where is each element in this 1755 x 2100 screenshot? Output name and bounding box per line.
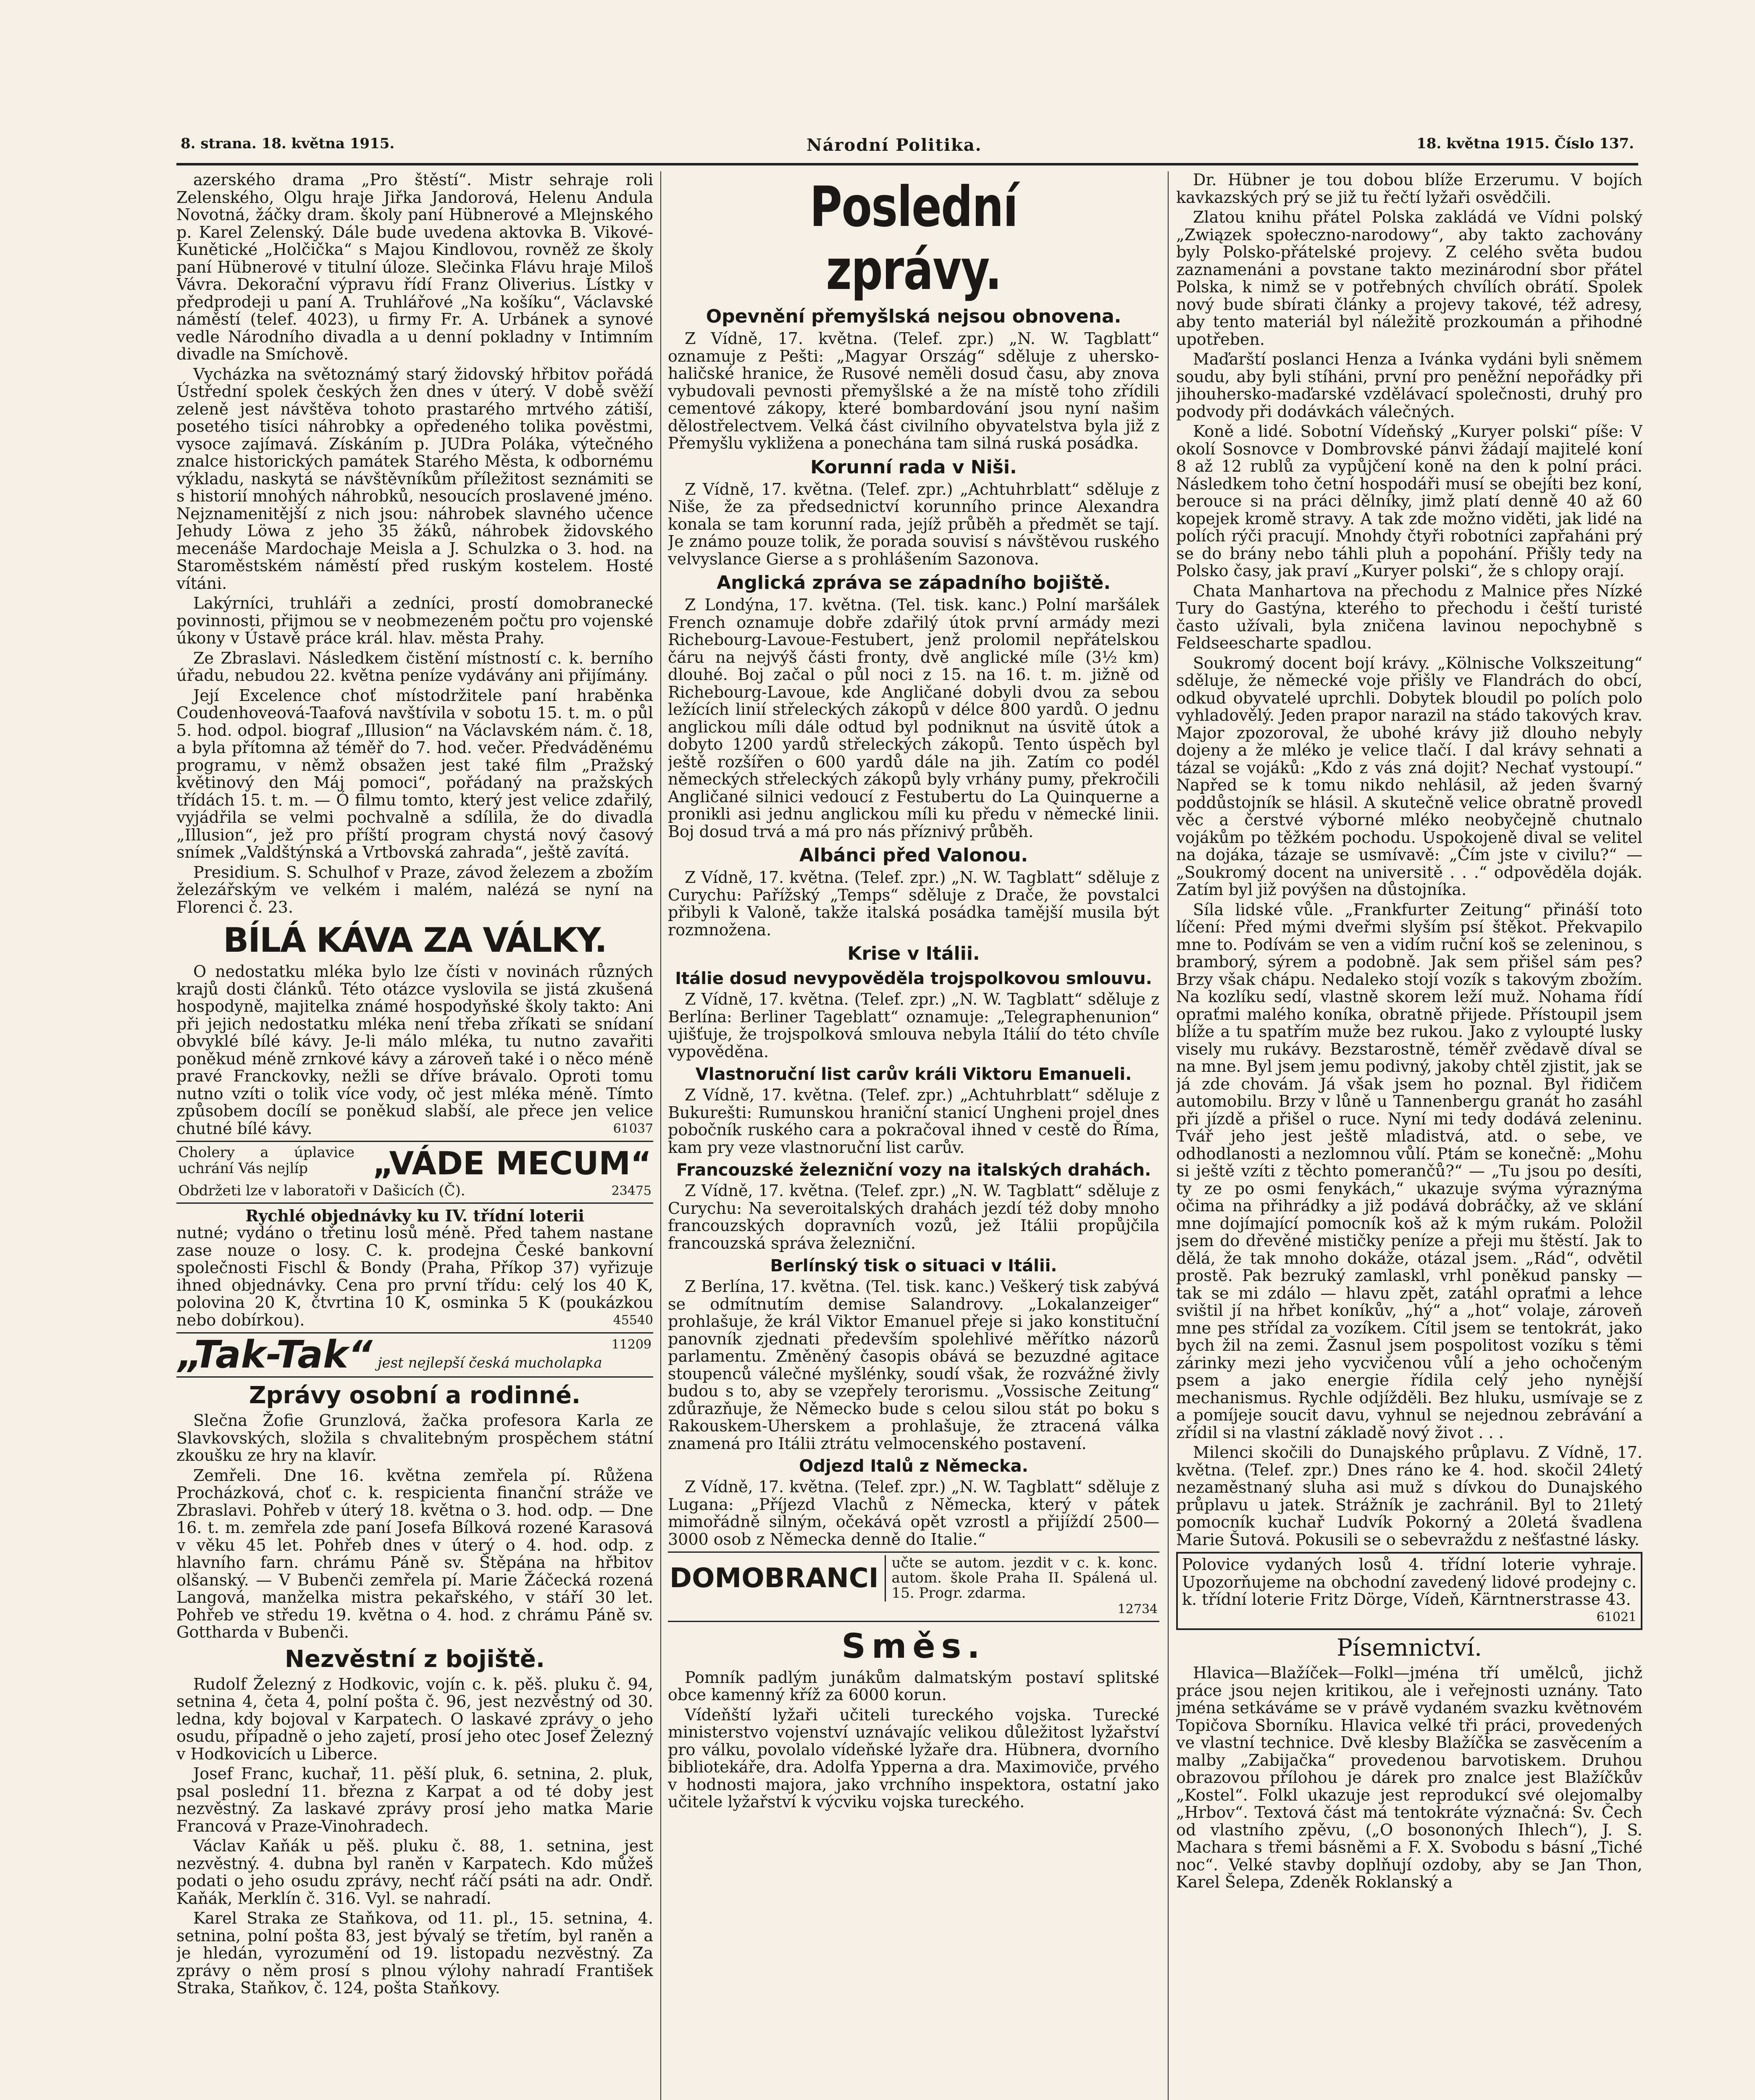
section-headline: Nezvěstní z bojiště.: [285, 1645, 545, 1673]
article-paragraph: Soukromý docent bojí krávy. „Kölnische Volkszeitung“ sděluje, že německé voje přišly ve Flandrách do obcí, odkud obyvatelé uprchli. Dobytek bloudil po polích polo vyhladovělý. Jeden prapor narazil na stádo takových krav. Major zpozoroval, že ubohé krávy již dlouho nebyly dojeny a že mléko je velice tlačí. I dal krávy sehnati a tázal se vojáků: „Kdo z vás zná dojit? Nechať vystoupí.“ Napřed se k tomu nikdo nehlásil, až jeden švarný poddůstojník se hlásil. A skutečně velice obratně provedl věc a čerstvé výborné mléko neobyčejně chutnalo vojákům po těžkém pochodu. Uspokojeně dival se velitel na dojáka, tázaje se usmívavě: „Čím jste v civilu?“ — „Soukromý docent na universitě . . .“ odpověděla doják. Zatím byl již povýšen na důstojníka.: [1176, 654, 1642, 899]
article-paragraph: Chata Manhartova na přechodu z Malnice přes Nízké Tury do Gastýna, kterého to přechodu i čeští turisté často užívali, byla zničena lavinou nepochybně s Feldseescharte spadlou.: [1176, 581, 1642, 652]
article-headline: Berlínský tisk o situaci v Itálii.: [770, 1256, 1057, 1276]
article-paragraph: Hlavica—Blažíček—Folkl—jména tří umělců, jichž práce jsou nejen kritikou, ale i veřejnosti uznány. Tato jména setkáváme se v právě vydaném svazku květnovém Topičova Sborníku. Hlavica velké tři práci, provedených ve vlastní technice. Dvě klesby Blažíčka se zasvěcením a malby „Zabijačka“ provedenou barvotiskem. Druhou obrazovou přílohou je dárek pro znalce jest Blažíčkův „Kostel“. Folkl ukazuje jest reprodukcí své olejomalby „Hrbov“. Textová část má tentokráte význačná: Sv. Čech od vlastního zpěvu, („O bosononých Ihlech“), J. S. Machara s třemi básněmi a F. X. Svobodu s básní „Tiché noc“. Velké stavby doplňují ozdoby, aby se Jan Thon, Karel Šelepa, Zdeněk Roklanský a: [1176, 1664, 1642, 1891]
vademecum-ad: [176, 1141, 653, 1204]
ad-footnote: [178, 1182, 652, 1200]
ad-number: 61021: [1596, 1609, 1637, 1625]
ad-footnote-text: Obdržeti lze v laboratoři v Dašicích (Č).: [178, 1182, 465, 1199]
issue-number: 18. května 1915. Číslo 137.: [1416, 135, 1634, 152]
article-paragraph: Rudolf Železný z Hodkovic, vojín c. k. pěš. pluku č. 94, setnina 4, četa 4, polní pošta č. 96, jest nezvěstný od 30. ledna, kdy bojoval v Karpatech. O laskavé zprávy o jeho osudu, případně o jeho zajetí, prosí jeho otec Josef Železný v Hodkovicích u Liberce.: [176, 1675, 653, 1763]
column-divider: [660, 171, 661, 2100]
ad-number: 12734: [1117, 1602, 1158, 1617]
article-paragraph: Dr. Hübner je tou dobou blíže Erzerumu. V bojích kavkazských prý se již tu řečtí lyžaři osvědčili.: [1176, 171, 1642, 207]
article-paragraph: Z Vídně, 17. května. (Telef. zpr.) „N. W. Tagblatt“ oznamuje z Pešti: „Magyar Ország“ sděluje z uhersko-haličské hranice, že Rusové neměli dosud času, aby znova vybudovali pevnosti přemyšlské a že na místě toho zřídili cementové zákopy, které bombardování jsou nyní našim dělostřelectvem. Velká část civilního obyvatelstva byla již z Přemyšlu vykližena a ponechána tam silná ruská posádka.: [668, 329, 1159, 452]
article-paragraph: Z Vídně, 17. května. (Telef. zpr.) „N. W. Tagblatt“ sděluje z Lugana: „Příjezd Vlachů z Německa, který v pátek mimořádně silným, očekává opět vzrostl a přijíždí 2500—3000 osob z Německa denně do Italie.“: [668, 1478, 1159, 1549]
article-paragraph: Maďarští poslanci Henza a Ivánka vydáni byli sněmem soudu, aby byli stíháni, první pro peněžní nepořádky při jihouhersko-maďarské vzdělávací společnosti, druhý pro podvody při dodávkách válečných.: [1176, 350, 1642, 421]
ad-text: jest nejlepší česká mucholapka: [377, 1354, 602, 1371]
ad-text: Cholery a úplavice uchrání Vás nejlíp: [178, 1144, 355, 1177]
ad-text: [176, 1224, 653, 1329]
article-paragraph: Pomník padlým junákům dalmatským postaví splitské obce kamenný kříž za 6000 korun.: [668, 1668, 1159, 1704]
article-subheadline: Itálie dosud nevypověděla trojspolkovou smlouvu.: [675, 969, 1152, 988]
column-right: [1176, 171, 1642, 2100]
article-headline: Korunní rada v Niši.: [810, 456, 1017, 478]
section-headline: Písemnictví.: [1337, 1634, 1482, 1662]
article-paragraph: Milenci skočili do Dunajského průplavu. Z Vídně, 17. května. (Telef. zpr.) Dnes ráno ke 4. hod. skočil 24letý nezaměstnaný sluha asi muž s dívkou do Dunajského průplavu u jatek. Strážník je zachránil. Byl to 21letý pomocník kuchař Ludvík Pokorný a 20letá švadlena Marie Šutová. Pokusili se o sebevraždu z nešťastné lásky.: [1176, 1443, 1642, 1549]
article-paragraph: Vycházka na světoznámý starý židovský hřbitov pořádá Ústřední spolek českých žen dnes v úterý. V době svěží zeleně jest návštěva tohoto prastarého mrtvého zátiší, posetého tisíci náhrobky a opředeného tolika pověstmi, vysoce zajímavá. Získáním p. JUDra Poláka, výtečného znalce historických památek Starého Města, k odbornému výkladu, naskytá se návštěvníkům příležitost seznámiti se s historií mnohých náhrobků, nesoucích proslavené jméno. Nejznamenitější z nich jsou: náhrobek slavného učence Jehudy Löwa z jeho 35 žáků, náhrobek židovského mecenáše Mardochaje Meisla a J. Schulzka o 3. hod. na Staroměstském náměstí před ruským kostelem. Hosté vítáni.: [176, 365, 653, 593]
taktak-ad: [176, 1332, 653, 1378]
article-paragraph: Z Berlína, 17. května. (Tel. tisk. kanc.) Veškerý tisk zabývá se odmítnutím demise Salandrovy. „Lokalanzeiger“ prohlašuje, že král Viktor Emanuel přeje si jako konstituční panovník zjednati především spolehlivé měřítko názorů parlamentu. Změněný časopis obává se bezuzdné agitace stoupenců válečné myšlénky, soudí však, že rozvážné živly budou s to, aby se vzepřely terorismu. „Vossische Zeitung“ zdůrazňuje, že Německo bude s celou silou stát po boku s Rakouskem-Uherskem a prohlašuje, že ztracená válka znamená pro Itálii ztrátu velmocenského postavení.: [668, 1277, 1159, 1453]
ad-number: 11209: [611, 1337, 652, 1352]
masthead: [176, 134, 1638, 165]
article-paragraph: Její Excelence choť místodržitele paní hraběnka Coudenhoveová-Taafová navštívila v sobotu 15. t. m. o půl 5. hod. odpol. biograf „Illusion“ na Václavském nám. č. 18, a byla přítomna až téměř do 7. hod. večer. Předváděnému programu, v němž obsažen jest také film „Pražský květinový den Máj pomoci“, pořádaný na pražských třídách 15. t. m. — Ó filmu tomto, který jest velice zdařilý, vyjádřila se velmi pochvalně a sdílila, že do divadla „Illusion“, jež pro příští program chystá nový časový snímek „Valdštýnská a Vrtbovská zahrada“, ještě zavítá.: [176, 686, 653, 861]
article-paragraph: Z Vídně, 17. května. (Telef. zpr.) „Achtuhrblatt“ sděluje z Bukurešti: Rumunskou hraniční stanicí Ungheni projel dnes pobočník ruského cara a pokračoval ihned v cestě do Říma, kam pry veze vlastnoruční list carův.: [668, 1086, 1159, 1157]
article-paragraph: Koně a lidé. Sobotní Vídeňský „Kuryer polski“ píše: V okolí Sosnovce v Dombrovské pánvi žádají majitelé koní 8 až 12 rublů za vypůjčení koně na den k polní práci. Následkem toho četní hospodáři musí se obejíti bez koní, berouce si na práci dělníky, jimž platí denně 40 až 60 kopejek kromě stravy. A tak zde možno viděti, jak lidé na polích rýči pracují. Mnohdy čtyři robotníci zapřaháni prý se do brány nebo táhli pluh a popohání. Přišly tedy na Polsko časy, jak praví „Kuryer polski“, že s chlopy orají.: [1176, 422, 1642, 580]
newspaper-title: Národní Politika.: [807, 135, 982, 155]
column-middle: [668, 171, 1159, 2100]
ad-headline: BÍLÁ KÁVA ZA VÁLKY.: [223, 921, 607, 960]
ad-brand: „VÁDE MECUM“: [372, 1144, 652, 1182]
article-paragraph: Lakýrníci, truhláři a zedníci, prostí domobranecké povinnosti, přijmou se v neobmezeném počtu pro vojenské úkony v Ústavě práce král. hlav. města Prahy.: [176, 594, 653, 647]
ad-body: O nedostatku mléka bylo lze čísti v novinách různých krajů dosti článků. Této otázce vyslovila se jistá zkušená hospodyně, majitelka známé hospodyňské školy takto: Ani při jejich nedostatku mléka není třeba zříkati se snídaní obvyklé bílé kávy. Je-li málo mléka, tu nutno zavařiti poněkud méně zrnkové kávy a zároveň také i o něco méně pravé Franckovky, nežli se dříve brávalo. Oproti tomu nutno vzíti o tolik více vody, oč jest mléka méně. Tímto způsobem docílí se poněkud slabší, ale přece jen velice chutné bílé kávy.: [176, 962, 653, 1138]
article-paragraph: Z Vídně, 17. května. (Telef. zpr.) „N. W. Tagblatt“ sděluje z Berlína: Berliner Tageblatt“ oznamuje: „Telegraphenunion“ ujišťuje, že trojspolková smlouva nebyla Itálií do této chvíle vypověděna.: [668, 990, 1159, 1061]
lottery-ad: [176, 1207, 653, 1329]
ad-brand: „Tak-Tak“: [178, 1333, 373, 1377]
page-date: 8. strana. 18. května 1915.: [181, 135, 395, 152]
section-headline: Zprávy osobní a rodinné.: [249, 1382, 581, 1409]
article-headline: Krise v Itálii.: [847, 943, 980, 964]
article-paragraph: Z Londýna, 17. května. (Tel. tisk. kanc.) Polní maršálek French oznamuje dobře zdařilý útok první armády mezi Richebourg-Lavoue-Festubert, jenž prolomil nepřátelskou čáru na nejvýš části fronty, dvě anglické míle (3½ km) dlouhé. Boj začal o půl noci z 15. na 16. t. m. jižně od Richebourg-Lavoue, kde Angličané dobyli dvou za sebou ležících linií střeleckých zákopů v délce 800 yardů. O jednu anglickou míli dále odtud byl podniknut na úsvitě útok a dobyto 1200 yardů střeleckých zákopů. Tento úspěch byl ještě rozšířen o 600 yardů dále na jih. Zatím co podél německých střeleckých zákopů byly vrhány pumy, překročili Angličané silnici vedoucí z Festubertu do La Quinquerne a pronikli asi jednu anglickou míli ku předu v německé linii. Boj dosud trvá a má pro nás příznivý průběh.: [668, 596, 1159, 841]
domobranci-ad: [668, 1551, 1159, 1622]
article-paragraph: Z Vídně, 17. května. (Telef. zpr.) „N. W. Tagblatt“ sděluje z Curychu: Pařížský „Temps“ sděluje z Drače, že povstalci přibyli k Valoně, takže italská posádka tamější musila být rozmnožena.: [668, 868, 1159, 939]
lottery-notice: [1176, 1552, 1642, 1630]
article-headline: Francouzské železniční vozy na italských drahách.: [676, 1160, 1151, 1180]
article-headline: Opevnění přemyšlská nejsou obnovena.: [706, 306, 1122, 327]
article-paragraph: Zlatou knihu přátel Polska zakládá ve Vídni polský „Związek społeczno-narodowy“, aby takto zachovány byly Polsko-přátelské projevy. Z celého světa budou zaznamenáni a povstane takto mezinárodní sbor přátel Polska, k nimž se v potřebných chvílích obrátí. Spolek nový bude sbírati články a projevy takové, též adresy, aby tento materiál byl náležitě prozkoumán a přihodné upotřeben.: [1176, 208, 1642, 349]
article-paragraph: Josef Franc, kuchař, 11. pěší pluk, 6. setnina, 2. pluk, psal poslední 11. března z Karpat a od té doby jest nezvěstný. Za laskavé zprávy prosí jeho matka Marie Francová v Praze-Vinohradech.: [176, 1764, 653, 1835]
section-headline: Směs.: [841, 1626, 986, 1666]
article-paragraph: Presidium. S. Schulhof v Praze, závod železem a zbožím železářským ve velkém i malém, nalézá se nyní na Florenci č. 23.: [176, 863, 653, 916]
article-paragraph: Vídeňští lyžaři učiteli tureckého vojska. Turecké ministerstvo vojenství uznávajíc velikou důležitost lyžařství pro válku, povolalo vídeňské lyžaře dra. Hübnera, dvorního bibliotekáře, dra. Adolfa Ypperna a dra. Maximoviče, prvého v hodnosti majora, jako vrchního inspektora, ostatní jako učitele lyžařství k výcviku vojska tureckého.: [668, 1705, 1159, 1811]
article-headline: Anglická zpráva se západního bojiště.: [717, 572, 1111, 593]
ad-title: Rychlé objednávky ku IV. třídní loterii: [245, 1206, 584, 1225]
article-headline: Albánci před Valonou.: [799, 845, 1028, 866]
ad-body: nutné; vydáno o třetinu losů méně. Před tahem nastane zase nouze o losy. C. k. prodejna České bankovní společnosti Fischl & Bondy (Praha, Příkop 37) vyřizuje ihned objednávky. Cena pro první třídu: celý los 40 K, polovina 20 K, čtvrtina 10 K, osminka 5 K (poukázkou nebo dobírkou).: [176, 1223, 653, 1329]
article-paragraph: Z Vídně, 17. května. (Telef. zpr.) „Achtuhrblatt“ sděluje z Niše, že za předsednictví korunního prince Alexandra konala se tam korunní rada, jejíž průběh a předmět se tají. Je známo pouze tolik, že porada souvisí s návštěvou ruského velvyslance Gierse a s prohlášením Sazonova.: [668, 480, 1159, 568]
article-paragraph: Síla lidské vůle. „Frankfurter Zeitung“ přináší toto líčení: Před mými dveřmi slyším psí štěkot. Překvapilo mne to. Podívám se ven a vidím ruční koš se zeleninou, s bramborý, sýrem a podobně. Jak sem přišel sám pes? Brzy však chápu. Nedaleko stojí vozík s takovým zbožím. Na kozlíku sedí, vlastně skorem leží muž. Nohama řídí opraťmi malého koníka, obratně přijede. Přístoupil jsem blíže a tu spatřím muže bez rukou. Jako z vyloupté lusky visely mu rukávy. Bezstarostně, téměř zvědavě díval se na mne. Byl jsem jemu podivný, jakoby chtěl zjistit, jak se já zde chovám. Já však jsem ho poznal. Byl řidičem automobilu. Brzy v lůně u Tannenbergu granát ho zasáhl při jízdě a přišel o ruce. Nyní mi tedy dodává zeleninu. Tvář jeho jest ještě mladistvá, atd. o sebe, ve odhodlanosti a nezlomnou vůlí. Ptám se konečně: „Mohu si ještě vzíti z těchto pomerančů?“ — „Tu jsou po desíti, ty ze po osmi fenykách,“ ukazuje svýma výraznýma očima na přihrádky a již podává dobráčky, až ve sklání mne dojímající pomocník koš až k mým rukám. Položil jsem do dřevěné mističky peníze a přeji mu štěstí. Jak to dělá, že tak mnoho dokáže, otázal jsem. „Rád“, odvětil prostě. Pak bezruký zamlaskl, vrhl poněkud pansky — tak se mi zdálo — hlavu zpět, zatáhl opraťmi a lehce svištil jí na hřbet koníkův, „hý“ a „hot“ volaje, zároveň mne pes střídal za vozíkem. Cítil jsem se tentokrát, jako bych žil na zemi. Žasnul jsem pospolitost vozíku s těmi zárinky mezi jeho vycvičenou vůlí a jeho ochočeným psem a jako energie řídila celý jeho nynější mechanismus. Rychle odjížděli. Bez hluku, usmívaje se z a pomíjeje soucit davu, vyhnul se nejednou zebrávání a zřídil si na vlastní základě nový život . . .: [1176, 900, 1642, 1442]
article-paragraph: Václav Kaňák u pěš. pluku č. 88, 1. setnina, jest nezvěstný. 4. dubna byl raněn v Karpatech. Kdo můžeš podati o jeho osudu zprávy, nechť ráčí psáti na adr. Ondř. Kaňák, Merklín č. 316. Vyl. se nahradí.: [176, 1837, 653, 1908]
ad-number: 45540: [613, 1312, 653, 1328]
article-paragraph: Karel Straka ze Staňkova, od 11. pl., 15. setnina, 4. setnina, polní pošta 83, jest bývalý se třetím, byl raněn a je hledán, vyrozumění od 19. listopadu nezvěstný. Za zprávy o něm prosí s plnou výlohy nahradí František Straka, Staňkov, č. 124, pošta Staňkovy.: [176, 1909, 653, 1997]
main-headline: Poslední zprávy.: [809, 175, 1018, 302]
ad-number: 23475: [611, 1184, 652, 1198]
ad-text: učte se autom. jezdit v c. k. konc. autom. škole Praha II. Spálená ul. 15. Progr. zdarma.: [891, 1554, 1158, 1601]
article-paragraph: Zemřeli. Dne 16. května zemřela pí. Růžena Procházková, choť c. k. respicienta finanční stráže ve Zbraslavi. Pohřeb v úterý 18. května o 3. hod. odp. — Dne 16. t. m. zemřela zde paní Josefa Bílková rozené Karasová v věku 45 let. Pohřeb dnes v úterý o 4. hod. odp. z hlavního farn. chrámu Páně sv. Štěpána na hřbitov olšanský. — V Bubenči zemřela pí. Marie Žáčecká rozená Langová, manželka mistra pekařského, v stáří 30 let. Pohřeb ve středu 19. května o 4. hod. z chrámu Páně sv. Gottharda v Bubenči.: [176, 1466, 653, 1641]
article-paragraph: Z Vídně, 17. května. (Telef. zpr.) „N. W. Tagblatt“ sděluje z Curychu: Na severoitalských drahách jezdí též doby mnoho francouzských dopravních vozů, jež Itálii propůjčila francouzská správa železniční.: [668, 1181, 1159, 1252]
article-paragraph: Ze Zbraslavi. Následkem čistění místností c. k. berního úřadu, nebudou 22. května peníze vydávány ani přijímány.: [176, 648, 653, 685]
ad-brand: DOMOBRANCI: [670, 1555, 886, 1601]
article-paragraph: azerského drama „Pro štěstí“. Mistr sehraje roli Zelenského, Olgu hraje Jiřka Jandorová, Helenu Andula Novotná, žáčky dram. školy paní Hübnerové a Mlejnského p. Karel Zelenský. Dále bude uvedena aktovka B. Vikové-Kunětické „Holčička“ s Majou Kindlovou, rovněž ze školy paní Hübnerové v titulní úloze. Slečinka Flávu hraje Miloš Vávra. Dekorační výpravu řídí Franz Oliverius. Lístky v předprodeji u paní A. Truhlářové „Na košíku“, Václavské náměstí (telef. 4023), u firmy Fr. A. Urbánek a synové vedle Národního divadla a u denní pokladny v Intimním divadle na Smíchově.: [176, 171, 653, 363]
ad-text: [176, 963, 653, 1137]
column-divider: [1168, 171, 1169, 2100]
notice-text: Polovice vydaných losů 4. třídní loterie vyhraje. Upozorňujeme na obchodní zavedený lidové prodejny c. k. třídní loterie Fritz Dörge, Vídeň, Kärntnerstrasse 43.: [1182, 1555, 1637, 1609]
article-headline: Odjezd Italů z Německa.: [799, 1457, 1028, 1476]
column-left: [176, 171, 653, 2100]
article-paragraph: Slečna Žofie Grunzlová, žačka profesora Karla ze Slavkovských, složila s chvalitebným prospěchem státní zkoušku ze hry na klavír.: [176, 1411, 653, 1465]
ad-number: 61037: [613, 1121, 653, 1136]
article-headline: Vlastnoruční list carův králi Viktoru Emanueli.: [695, 1065, 1132, 1084]
